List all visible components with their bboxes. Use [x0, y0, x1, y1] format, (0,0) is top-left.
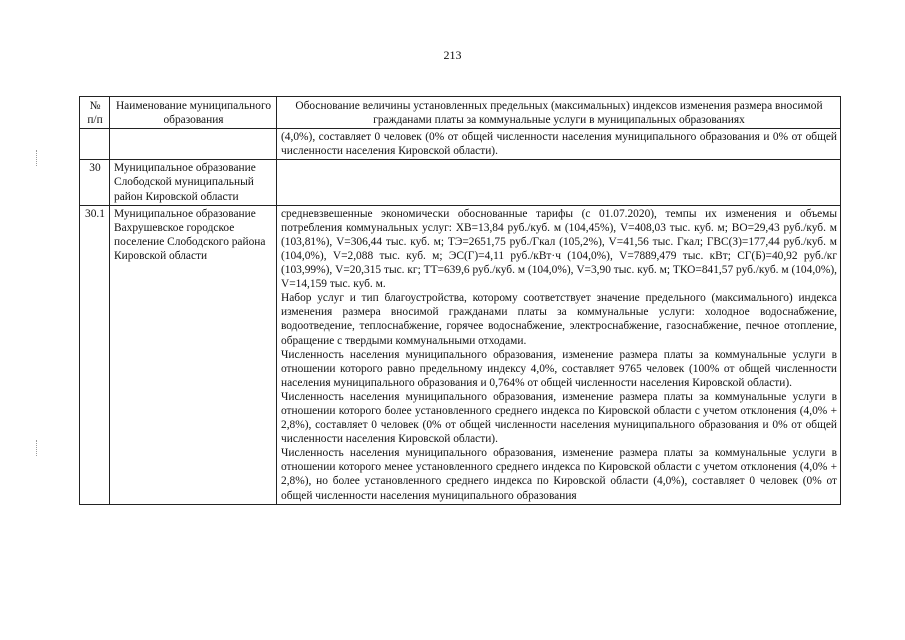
- tariff-table: [79, 96, 841, 505]
- table-row: [80, 160, 841, 205]
- row-desc: [277, 205, 841, 504]
- margin-mark-bottom: [36, 440, 39, 456]
- header-desc: Обоснование величины установленных предельных (максимальных) индексов изменения размера вносимой гражданами платы за коммунальные услуги в муниципальных образованиях: [277, 97, 841, 129]
- desc-paragraph: (4,0%), составляет 0 человек (0% от общей численности населения муниципального образования и 0% от общей численности населения Кировской области).: [281, 131, 837, 158]
- row-name: Муниципальное образование Слободской муниципальный район Кировской области: [110, 160, 277, 205]
- row-name: Муниципальное образование Вахрушевское городское поселение Слободского района Кировской области: [110, 205, 277, 504]
- row-num: [80, 129, 110, 160]
- desc-paragraph-services: Набор услуг и тип благоустройства, которому соответствует значение предельного (максимального) индекса изменения размера вносимой гражданами платы за коммунальные услуги: холодное водоснабжение, водоотведение, теплоснабжение, горячее водоснабжение, электроснабжение, газоснабжение, печное отопление, обращение с твердыми коммунальными отходами.: [281, 292, 837, 347]
- row-name: [110, 129, 277, 160]
- margin-mark-top: [36, 150, 39, 166]
- desc-paragraph-population-less: Численность населения муниципального образования, изменение размера платы за коммунальные услуги в отношении которого менее установленного среднего индекса по Кировской области с учетом отклонения (4,0% + 2,8%), но более установленного среднего индекса по Кировской области (4,0%), составляет 0 человек (0% от общей численности населения муниципального образования: [281, 447, 837, 502]
- desc-paragraph-population-more: Численность населения муниципального образования, изменение размера платы за коммунальные услуги в отношении которого более установленного среднего индекса по Кировской области с учетом отклонения (4,0% + 2,8%), составляет 0 человек (0% от общей численности населения муниципального образования и 0% от общей численности населения Кировской области).: [281, 390, 837, 446]
- row-num: 30: [80, 160, 110, 205]
- header-num: № п/п: [80, 97, 110, 129]
- table-header-row: [80, 97, 841, 129]
- row-desc: [277, 129, 841, 160]
- header-name: Наименование муниципального образования: [110, 97, 277, 129]
- table-row: [80, 129, 841, 160]
- page-bottom-cut: [0, 591, 905, 640]
- page-number: 213: [443, 48, 462, 62]
- row-num: 30.1: [80, 205, 110, 504]
- desc-paragraph-population-equal: Численность населения муниципального образования, изменение размера платы за коммунальные услуги в отношении которого равно предельному индексу 4,0%, составляет 9765 человек (100% от общей численности населения муниципального образования и 0,764% от общей численности населения Кировской области).: [281, 348, 837, 389]
- desc-paragraph-tariffs: средневзвешенные экономически обоснованные тарифы (с 01.07.2020), темпы их изменения и объемы потребления коммунальных услуг: ХВ=13,84 руб./куб. м (104,45%), V=408,03 тыс. куб. м; ВО=29,43 руб./куб. м (103,81%), V=306,44 тыс. куб. м; ТЭ=2651,75 руб./Гкал (105,2%), V=41,56 тыс. Гкал; ГВС(З)=177,44 руб./куб. м (104,0%), V=2,088 тыс. куб. м; ЭС(Г)=4,11 руб./кВт·ч (104,0%), V=7889,479 тыс. кВт; СГ(Б)=40,92 руб./кг (103,99%), V=20,315 тыс. кг; ТТ=639,6 руб./куб. м (104,0%), V=3,90 тыс. куб. м; ТКО=841,57 руб./куб. м (104,0%), V=14,159 тыс. куб. м.: [281, 207, 837, 291]
- table-row: [80, 205, 841, 504]
- row-desc: [277, 160, 841, 205]
